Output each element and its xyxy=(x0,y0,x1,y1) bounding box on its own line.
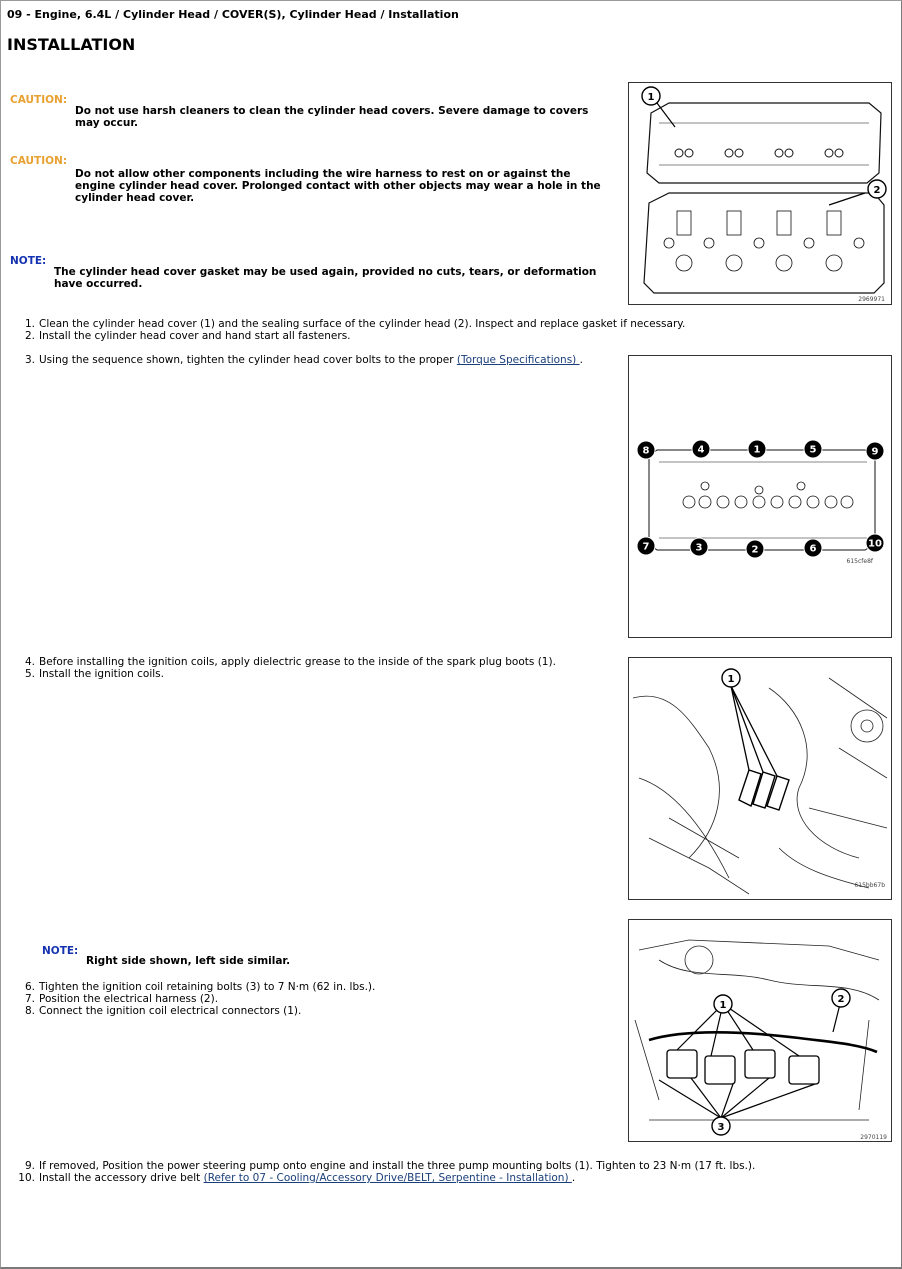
callout-number: 3 xyxy=(717,1122,725,1133)
step-number: 5. xyxy=(24,668,35,680)
figure-cover-and-head xyxy=(628,82,892,305)
step-number: 3. xyxy=(24,354,35,366)
sequence-callout xyxy=(690,538,708,556)
callout-number: 2 xyxy=(837,994,845,1005)
figure-id: 615bb67b xyxy=(854,882,885,889)
step-1 xyxy=(18,318,685,330)
sequence-callout-number: 2 xyxy=(751,544,759,556)
step-text: Using the sequence shown, tighten the cylinder head cover bolts to the proper xyxy=(39,354,457,366)
note-1-line: have occurred. xyxy=(54,278,143,290)
figure-id: 2969971 xyxy=(858,296,885,303)
callout-1 xyxy=(722,669,740,687)
steps-group-1 xyxy=(18,318,685,342)
step-text: Position the electrical harness (2). xyxy=(39,993,219,1005)
steps-group-3 xyxy=(18,656,556,680)
step-text: Install the accessory drive belt xyxy=(39,1172,204,1184)
step-text: Install the cylinder head cover and hand start all fasteners. xyxy=(39,330,351,342)
step-number: 7. xyxy=(24,993,35,1005)
callout-2 xyxy=(868,180,886,198)
breadcrumb: 09 - Engine, 6.4L / Cylinder Head / COVER(S), Cylinder Head / Installation xyxy=(7,8,459,21)
sequence-callout-number: 3 xyxy=(695,542,703,554)
caution-2-line: Do not allow other components including the wire harness to rest on or against the xyxy=(75,168,571,180)
figure-spark-plug-boots xyxy=(628,657,892,900)
bolt-sequence-illustration xyxy=(629,356,891,637)
callout-1 xyxy=(642,87,660,105)
sequence-callout xyxy=(746,540,764,558)
step-text-end: . xyxy=(579,354,583,366)
caution-1-line: may occur. xyxy=(75,117,139,129)
figure-ignition-coils xyxy=(628,919,892,1142)
note-label: NOTE: xyxy=(42,945,79,957)
sequence-callout xyxy=(748,440,766,458)
step-8 xyxy=(18,1005,375,1017)
serpentine-belt-installation-link[interactable]: (Refer to 07 - Cooling/Accessory Drive/BELT, Serpentine - Installation) xyxy=(203,1172,572,1184)
step-text: If removed, Position the power steering pump onto engine and install the three pump mounting bolts (1). Tighten to 23 N·m (17 ft. lbs.). xyxy=(39,1160,756,1172)
step-text: Clean the cylinder head cover (1) and the sealing surface of the cylinder head (2). Inspect and replace gasket if necessary. xyxy=(39,318,686,330)
sequence-callout xyxy=(804,440,822,458)
ignition-coils-illustration xyxy=(629,920,891,1141)
callout-number: 1 xyxy=(719,1000,727,1011)
figure-id: 615cfe8f xyxy=(846,558,873,565)
callout-number: 1 xyxy=(727,674,735,685)
callout-number: 2 xyxy=(873,185,881,196)
page-title: INSTALLATION xyxy=(7,35,136,54)
step-text: Tighten the ignition coil retaining bolts (3) to 7 N·m (62 in. lbs.). xyxy=(39,981,376,993)
steps-group-2 xyxy=(18,354,583,366)
step-number: 4. xyxy=(24,656,35,668)
sequence-callout xyxy=(692,440,710,458)
sequence-callout-number: 7 xyxy=(642,541,650,553)
sequence-callout xyxy=(637,441,655,459)
sequence-callout-number: 8 xyxy=(642,445,650,457)
sequence-callout xyxy=(866,442,884,460)
callout-1 xyxy=(714,995,732,1013)
step-number: 9. xyxy=(24,1160,35,1172)
spark-plug-boots-illustration xyxy=(629,658,891,899)
step-number: 2. xyxy=(24,330,35,342)
figure-torque-sequence xyxy=(628,355,892,638)
sequence-callout-number: 4 xyxy=(697,444,705,456)
caution-1-line: Do not use harsh cleaners to clean the cylinder head covers. Severe damage to covers xyxy=(75,105,589,117)
sequence-callout-number: 6 xyxy=(809,543,817,555)
step-5 xyxy=(18,668,556,680)
callout-number: 1 xyxy=(647,92,655,103)
steps-group-4 xyxy=(18,981,375,1017)
figure-id: 2970119 xyxy=(860,1134,887,1141)
sequence-callout-number: 9 xyxy=(871,446,879,458)
step-6 xyxy=(18,981,375,993)
step-3 xyxy=(18,354,583,366)
step-7 xyxy=(18,993,375,1005)
note-label: NOTE: xyxy=(10,255,47,267)
step-4 xyxy=(18,656,556,668)
caution-label: CAUTION: xyxy=(10,94,68,106)
step-text-end: . xyxy=(571,1172,576,1184)
sequence-callout-number: 5 xyxy=(809,444,817,456)
sequence-callout xyxy=(637,537,655,555)
caution-2-line: cylinder head cover. xyxy=(75,192,195,204)
step-number: 8. xyxy=(24,1005,35,1017)
caution-2-text xyxy=(75,168,601,204)
step-9 xyxy=(18,1160,755,1172)
torque-specifications-link[interactable]: (Torque Specifications) xyxy=(456,354,580,366)
step-text: Before installing the ignition coils, apply dielectric grease to the inside of the spark plug boots (1). xyxy=(39,656,556,668)
step-2 xyxy=(18,330,685,342)
step-10 xyxy=(18,1172,755,1184)
caution-label: CAUTION: xyxy=(10,155,68,167)
sequence-callout xyxy=(804,539,822,557)
callout-2 xyxy=(832,989,850,1007)
sequence-callout-number: 1 xyxy=(753,444,761,456)
step-number: 6. xyxy=(24,981,35,993)
step-text: Install the ignition coils. xyxy=(39,668,164,680)
callout-3 xyxy=(712,1117,730,1135)
caution-2-line: engine cylinder head cover. Prolonged contact with other objects may wear a hole in the xyxy=(75,180,601,192)
note-2-text: Right side shown, left side similar. xyxy=(86,955,291,967)
steps-group-5 xyxy=(18,1160,755,1184)
cover-head-illustration xyxy=(629,83,891,304)
note-1-text xyxy=(54,266,596,290)
step-text: Connect the ignition coil electrical connectors (1). xyxy=(39,1005,302,1017)
caution-1-text xyxy=(75,105,588,129)
sequence-callout-number: 10 xyxy=(868,538,882,550)
sequence-callout xyxy=(866,534,884,552)
note-1-line: The cylinder head cover gasket may be used again, provided no cuts, tears, or deformation xyxy=(54,266,597,278)
step-number: 1. xyxy=(24,318,35,330)
step-number: 10. xyxy=(18,1172,35,1184)
